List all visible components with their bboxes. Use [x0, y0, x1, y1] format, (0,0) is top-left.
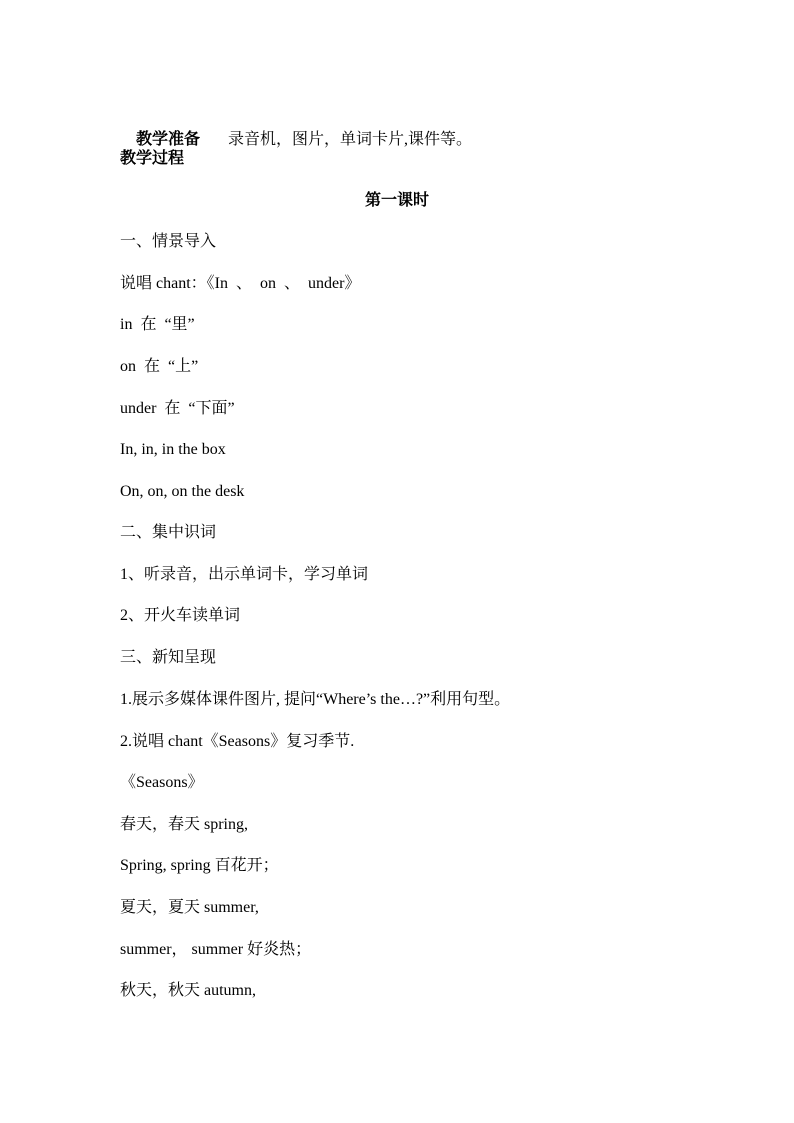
lyric-line: 夏天，夏天 summer,	[120, 899, 259, 916]
presentation-step-2: 2.说唱 chant《Seasons》复习季节.	[120, 733, 355, 750]
section-heading-2: 二、集中识词	[120, 524, 217, 541]
phrase-on-desk: On, on, on the desk	[120, 483, 245, 500]
chant-line: 说唱 chant：《In 、 on 、 under》	[120, 275, 361, 292]
word-on: on 在 “上”	[120, 358, 199, 375]
step-2: 2、开火车读单词	[120, 607, 241, 624]
presentation-step-1: 1.展示多媒体课件图片, 提问“Where’s the…?”利用句型。	[120, 691, 511, 708]
phrase-in-box: In, in, in the box	[120, 441, 226, 458]
section-heading-1: 一、情景导入	[120, 233, 217, 250]
lyric-line: summer， summer 好炎热；	[120, 941, 312, 958]
lyric-line: Spring, spring 百花开；	[120, 857, 279, 874]
word-under: under 在 “下面”	[120, 400, 235, 417]
word-in: in 在 “里”	[120, 316, 195, 333]
lesson-title: 第一课时	[364, 192, 429, 209]
teaching-preparation-label: 教学准备	[136, 131, 201, 148]
section-heading-3: 三、新知呈现	[120, 649, 217, 666]
lyric-line: 春天，春天 spring,	[120, 816, 249, 833]
teaching-process-heading: 教学过程	[120, 150, 185, 167]
teaching-preparation-content: 录音机，图片，单词卡片,课件等。	[228, 131, 473, 148]
lyric-line: 秋天，秋天 autumn,	[120, 982, 256, 999]
step-1: 1、听录音，出示单词卡，学习单词	[120, 566, 369, 583]
song-title: 《Seasons》	[120, 774, 204, 791]
